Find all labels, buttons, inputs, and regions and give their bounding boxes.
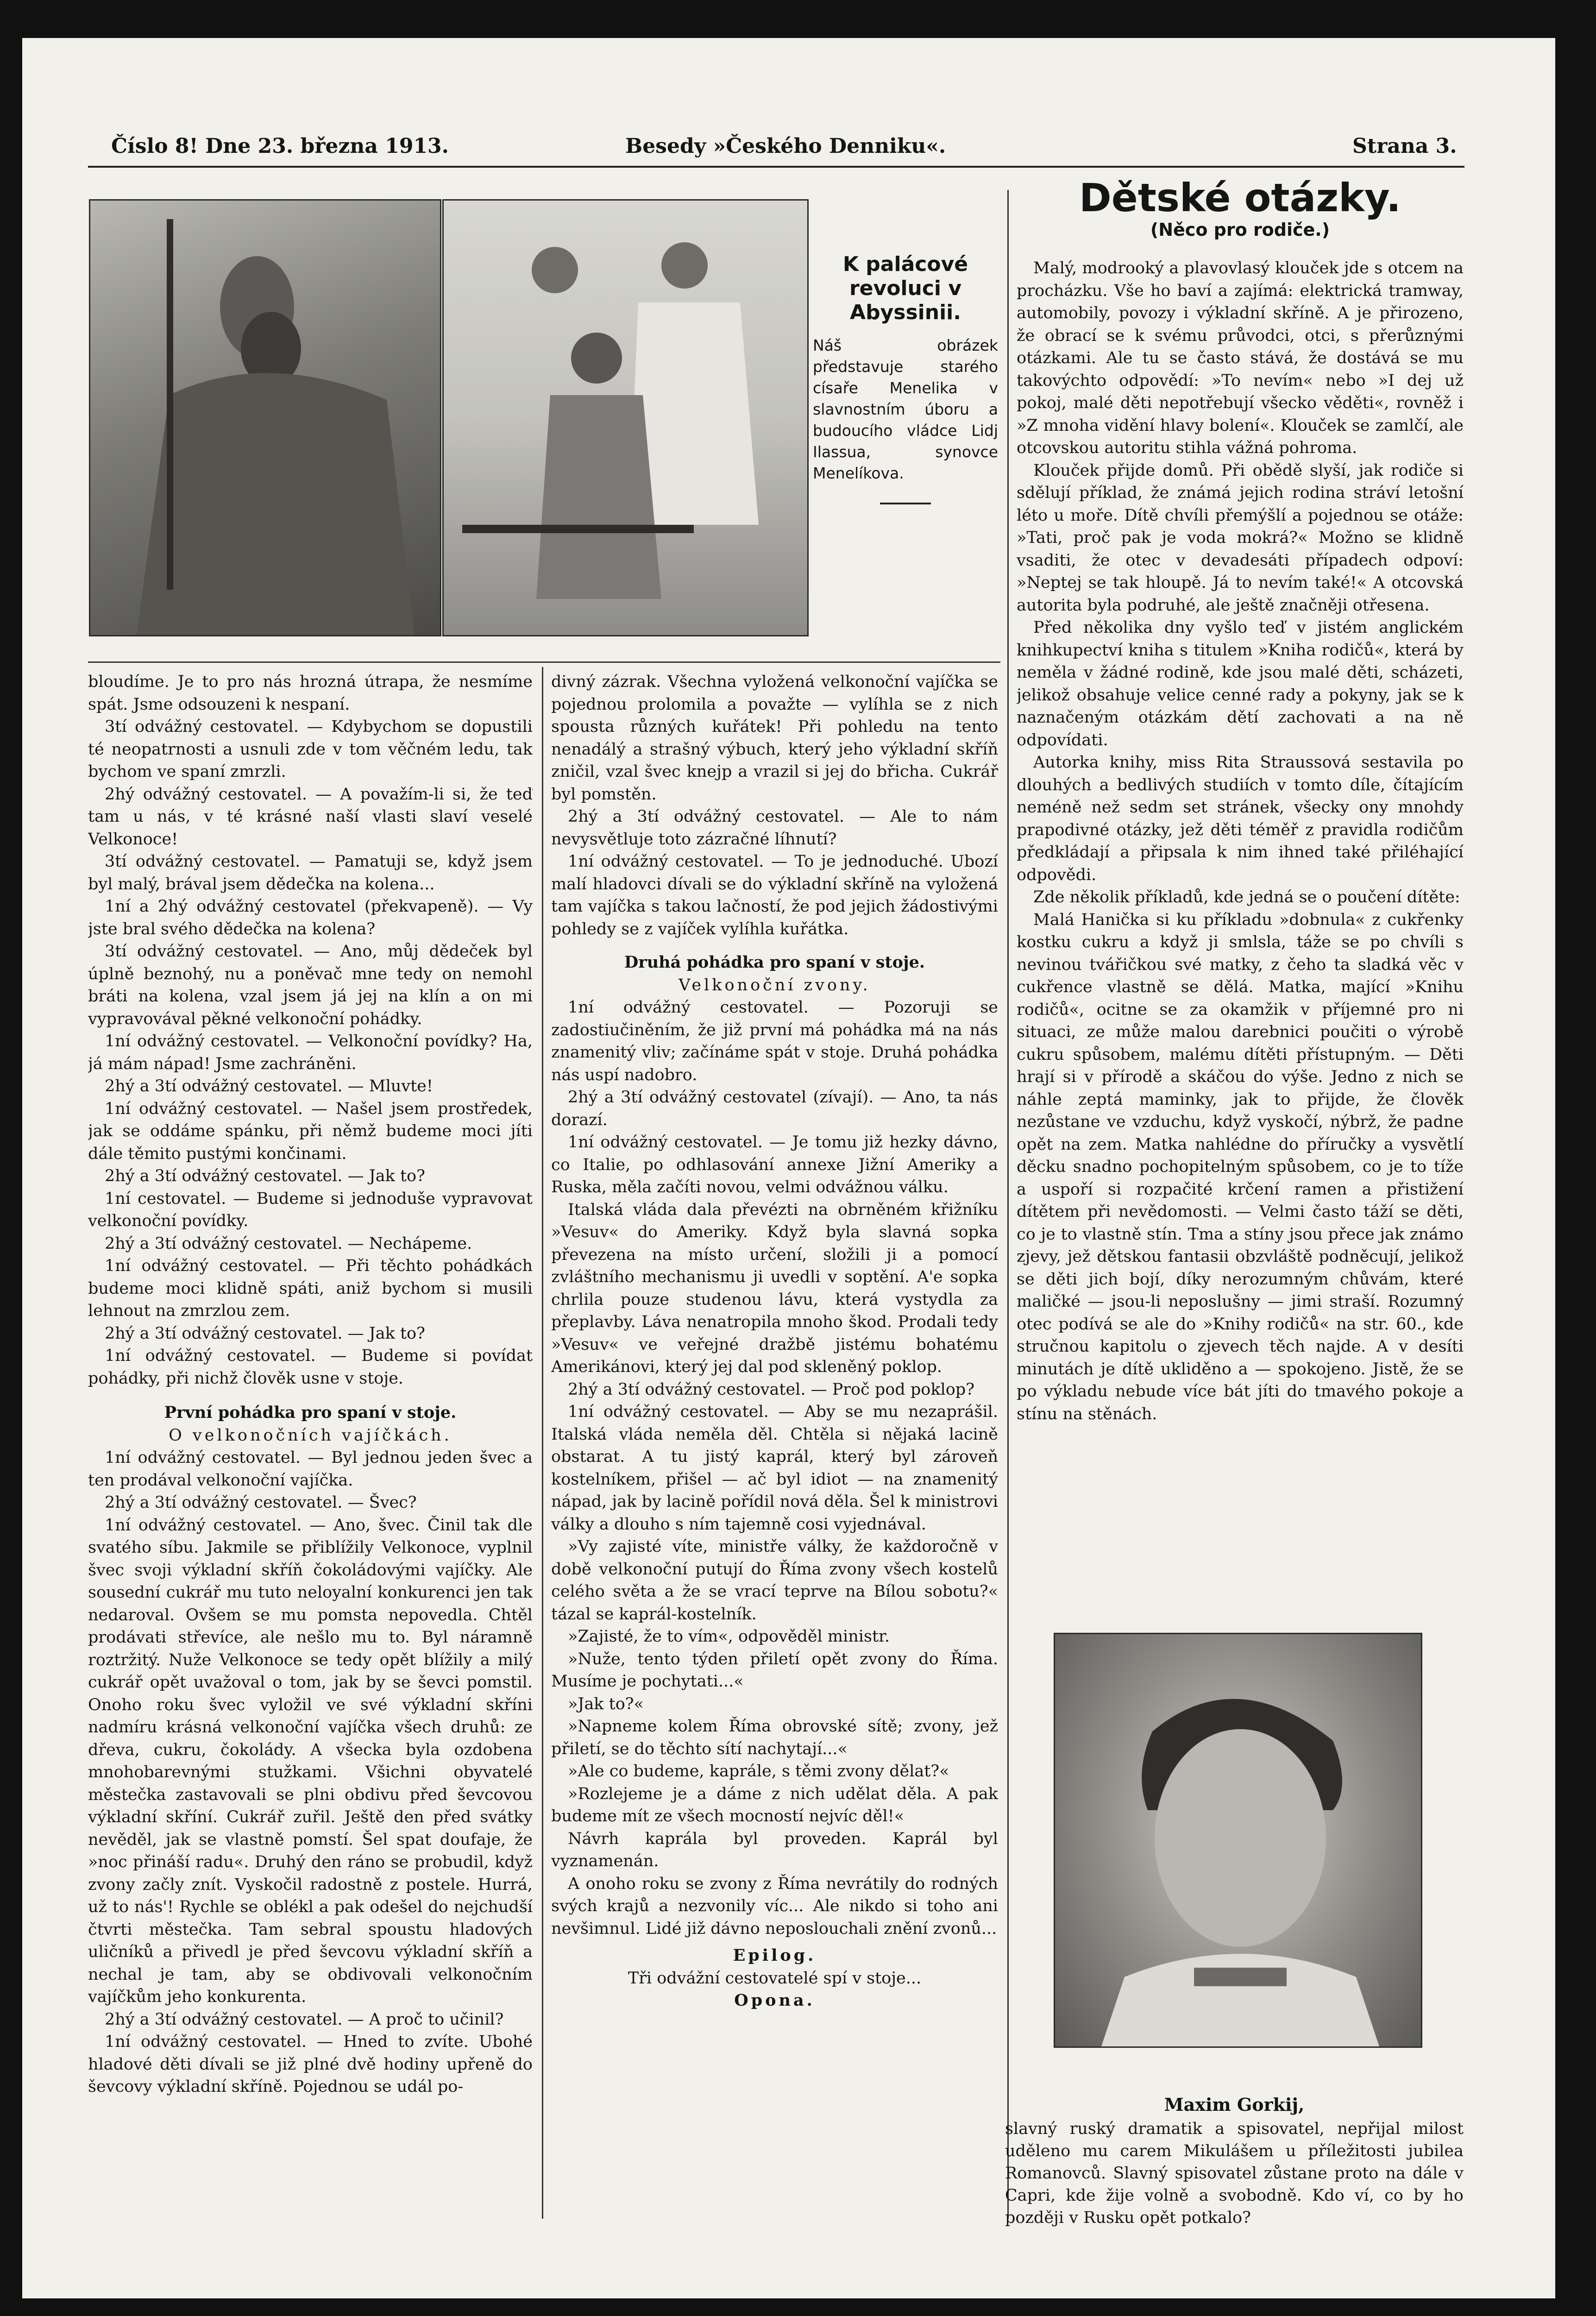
paragraph: 2hý a 3tí odvážný cestovatel. — Švec? <box>105 1493 417 1512</box>
photo-lidj-jassu <box>442 199 809 636</box>
paragraph: »Vy zajisté víte, ministře války, že každoročně v době velkonoční putují do Říma zvony všech kostelů celého světa a že se vrací teprve na Bílou sobotu?« tázal se kaprál-kostelník. <box>551 1537 998 1624</box>
paragraph: 2hý a 3tí odvážný cestovatel. — Jak to? <box>105 1324 425 1343</box>
photo-maxim-gorkij <box>1054 1633 1422 2048</box>
gorkij-name: Maxim Gorkij, <box>1164 2094 1305 2115</box>
paragraph: 1ní a 2hý odvážný cestovatel (překvapeně). — Vy jste bral svého dědečka na kolena? <box>88 897 533 938</box>
paragraph: 2hý a 3tí odvážný cestovatel. — Proč pod poklop? <box>568 1380 974 1399</box>
paragraph: bloudíme. Je to pro nás hrozná útrapa, že nesmíme spát. Jsme odsouzeni k nespaní. <box>88 673 533 714</box>
paragraph: 2hý a 3tí odvážný cestovatel. — Nechápeme. <box>105 1234 472 1253</box>
paragraph: 1ní odvážný cestovatel. — Našel jsem prostředek, jak se oddáme spánku, při němž budeme moci jíti dále těmito pustými končinami. <box>88 1099 533 1163</box>
article-title: Dětské otázky. <box>1079 175 1401 220</box>
paragraph: Návrh kaprála byl proveden. Kaprál byl vyznamenán. <box>551 1829 998 1870</box>
paragraph: 2hý a 3tí odvážný cestovatel. — A proč to učinil? <box>105 2010 504 2029</box>
column-divider-1 <box>542 667 543 2219</box>
paragraph: 1ní odvážný cestovatel. — Ano, švec. Činil tak dle svatého síbu. Jakmile se přiblížily Velkonoce, vyplnil švec svoji výkladní skříň čokoládovými vajíčky. Ale sousední cukrář mu tuto neloyalní konkurenci jen tak nedaroval. Ovšem se mu pomsta nepovedla. Chtěl prodávati střevíce, ale nešlo mu to. Byl náramně roztržitý. Nuže Velkonoce se tedy opět blížily a milý cukrář opět uvažoval o tom, jak by se ševci pomstil. Onoho roku švec vyložil ve své výkladní skříni nadmíru krásná velkonoční vajíčka všech druhů: ze dřeva, cukru, čokolády. A všecka byla ozdobena mnohobarevnými stužkami. Všichni obyvatelé městečka zastavovali se plni obdivu před ševcovou výkladní skříní. Cukrář zuřil. Ještě den před svátky nevěděl, jak se vlastně pomstí. Šel spat doufaje, že »noc přináší radu«. Druhý den ráno se probudil, když zvony začly znít. Vyskočil radostně z postele. Hurrá, už to nás'! Rychle se oblékl a pak odešel do nejchudší čtvrti městečka. Tam sebral spoustu hladových uličníků a přivedl je před ševcovu výkladní skříň a nechal je tam, aby se obdivovali velkonočním vajíčkům jeho konkurenta. <box>88 1516 533 2006</box>
story-subheading: Velkonoční zvony. <box>679 975 871 994</box>
paragraph: 1ní cestovatel. — Budeme si jednoduše vypravovat velkonoční povídky. <box>88 1189 533 1230</box>
gorkij-caption <box>1005 2094 1464 2229</box>
paragraph: 1ní odvážný cestovatel. — Při těchto pohádkách budeme moci klidně spáti, aniž bychom si musili lehnout na zmrzlou zem. <box>88 1257 533 1320</box>
column-top-rule <box>88 661 1000 663</box>
story-heading: Druhá pohádka pro spaní v stoje. <box>624 953 925 972</box>
paragraph: Malá Hanička si ku příkladu »dobnula« z cukřenky kostku cukru a když ji smlsla, táže se po chvíli s nevinou tvářičkou své matky, z čeho ta sladká věc v cukřence vlastně se dělá. Matka, mající »Knihu rodičů«, ocitne se za okamžik v příjemné pro ni situaci, ze může malou darebnici poučiti o výrobě cukru spůsobem, malému dítěti přístupným. — Děti hrají si v přírodě a skáčou do výše. Jedno z nich se náhle zeptá maminky, jak to přijde, že člověk nezůstane ve vzduchu, když vyskočí, nýbrž, že padne opět na zem. Matka nahlédne do příručky a vysvětlí děcku snadno pochopitelným spůsobem, co je to tíže a uspoří si rozpačité krčení ramen a přistižení dítětem při nevědomosti. — Velmi často táží se děti, co je to vlastně stín. Tma a stíny jsou přece jak známo zjevy, jež dětskou fantasii obzvláště podněcují, jelikož se děti jich bojí, díky nerozumným chůvám, které maličké — jsou-li neposlušny — jimi straší. Rozumný otec podívá se ale do »Knihy rodičů« na str. 60., kde stručnou kapitolu o zjevech těch najde. A v desíti minutách je dítě ukliděno a — spokojeno. Jistě, že se po výkladu nebude více bát jíti do tmavého pokoje a stínu na stěnách. <box>1017 910 1464 1423</box>
paragraph: 2hý odvážný cestovatel. — A považím-li si, že teď tam u nás, v té krásné naší vlasti slaví veselé Velkonoce! <box>88 785 533 849</box>
paragraph: »Jak to?« <box>568 1694 644 1713</box>
paragraph: 1ní odvážný cestovatel. — Budeme si povídat pohádky, při nichž člověk usne v stoje. <box>88 1347 533 1388</box>
caption-title: K palácové revoluci v Abyssinii. <box>842 252 968 324</box>
page-number: Strana 3. <box>1352 134 1457 158</box>
paragraph: Italská vláda dala převézti na obrněném křižníku »Vesuv« do Ameriky. Když byla slavná sopka převezena na místo určení, složili ji a pomocí zvláštního mechanismu ji uvedli v soptění. A'e sopka chrlila pouze studenou lávu, která vystydla za přeplavby. Láva nenatropila mnoho škod. Prodali tedy »Vesuv« ve veřejné dražbě jistému bohatému Amerikánovi, který jej dal pod skleněný poklop. <box>551 1200 998 1376</box>
issue-date: Číslo 8! Dne 23. března 1913. <box>111 134 449 158</box>
paragraph: 1ní odvážný cestovatel. — Hned to zvíte. Ubohé hladové děti dívali se již plné dvě hodiny upřeně do ševcovy výkladní skříně. Pojednou se udál po- <box>88 2033 533 2096</box>
paragraph: »Napneme kolem Říma obrovské sítě; zvony, jež přiletí, se do těchto sítí nachytají...« <box>551 1717 998 1758</box>
paragraph: Autorka knihy, miss Rita Straussová sestavila po dlouhých a bedlivých studiích v tomto díle, čítajícím neméně než sedm set stránek, všecky ony mnohdy prapodivné otázky, jež děti téměř z pravidla rodičům předkládají a připsala k nim ihned také přiléhající odpovědi. <box>1017 753 1464 884</box>
paragraph: divný zázrak. Všechna vyložená velkonoční vajíčka se pojednou prolomila a považte — vylíhla se z nich spousta různých kuřátek! Při pohledu na tento nenadálý a strašný výbuch, který jeho výkladní skříň zničil, vzal švec knejp a vrazil si jej do břicha. Cukrář byl pomstěn. <box>551 673 998 804</box>
paragraph: 3tí odvážný cestovatel. — Pamatuji se, když jsem byl malý, brával jsem dědečka na kolena... <box>88 852 533 894</box>
story-subheading: O velkonočních vajíčkách. <box>169 1426 452 1445</box>
gorkij-text: slavný ruský dramatik a spisovatel, nepřijal milost uděleno mu carem Mikulášem u příležitosti jubilea Romanovců. Slavný spisovatel zůstane proto na dále v Capri, kde žije volně a svobodně. Kdo ví, co by ho později v Rusku opět potkalo? <box>1005 2120 1464 2227</box>
paragraph: 2hý a 3tí odvážný cestovatel. — Jak to? <box>105 1167 425 1185</box>
paragraph: 1ní odvážný cestovatel. — To je jednoduché. Ubozí malí hladovci dívali se do výkladní skříně na vyložená tam vajíčka s takou lačností, že pod jejich žádostivými pohledy se z vajíček vylíhla kuřátka. <box>551 852 998 938</box>
paragraph: »Nuže, tento týden přiletí opět zvony do Říma. Musíme je pochytati...« <box>551 1649 998 1691</box>
column-1 <box>88 671 533 2218</box>
publication-title: Besedy »Českého Denniku«. <box>625 134 946 158</box>
paragraph: A onoho roku se zvony z Říma nevrátily do rodných svých krajů a nezvonily víc... Ale nikdo si toho ani nevšimnul. Lidé již dávno neposlouchali znění zvonů... <box>551 1874 998 1938</box>
column-divider-2 <box>1007 190 1009 2219</box>
caption-text: Náš obrázek představuje starého císaře Menelika v slavnostním úboru a budoucího vládce Lidj Ilassua, synovce Menelíkova. <box>813 336 998 482</box>
paragraph: 1ní odvážný cestovatel. — Aby se mu nezaprášil. Italská vláda neměla děl. Chtěla si nějaká lacině obstarat. A tu jistý kaprál, který byl zároveň kostelníkem, přišel — ač byl idiot — na znamenitý nápad, jak by lacině pořídil nová děla. Šel k ministrovi války a dlouho s ním tajemně cosi vyjednával. <box>551 1403 998 1534</box>
photo-caption <box>813 252 998 504</box>
story-heading: První pohádka pro spaní v stoje. <box>164 1403 457 1422</box>
paragraph: Zde několik příkladů, kde jedná se o poučení dítěte: <box>1033 888 1460 906</box>
paragraph: 3tí odvážný cestovatel. — Kdybychom se dopustili té neopatrnosti a usnuli zde v tom věčném ledu, tak bychom ve spaní zmrzli. <box>88 717 533 781</box>
column-2 <box>551 671 998 2218</box>
paragraph: 1ní odvážný cestovatel. — Je tomu již hezky dávno, co Italie, po odhlasování annexe Jižní Ameriky a Ruska, měla začíti novou, velmi odvážnou válku. <box>551 1133 998 1196</box>
paragraph: Malý, modrooký a plavovlasý klouček jde s otcem na procházku. Vše ho baví a zajímá: elektrická tramway, automobily, povozy i výkladní skříně. A je přirozeno, že obrací se k svému průvodci, otci, s přerůznými otázkami. Ale tu se často stává, že dostává se mu takovýchto odpovědí: »To nevím« nebo »I dej už pokoj, malé děti nepotřebují všecko věděti«, rovněž i »Z mnoha vidění hlavy bolení«. Klouček se zamlčí, ale otcovskou autoritu stihla vážná pohroma. <box>1017 259 1464 457</box>
epilog-text: Tři odvážní cestovatelé spí v stoje... <box>628 1969 922 1988</box>
header-rule <box>88 166 1464 168</box>
paragraph: 1ní odvážný cestovatel. — Byl jednou jeden švec a ten prodával velkonoční vajíčka. <box>88 1448 533 1490</box>
paragraph: »Rozlejeme je a dáme z nich udělat děla. A pak budeme mít ze všech mocností nejvíc děl!« <box>551 1784 998 1825</box>
paragraph: 1ní odvážný cestovatel. — Pozoruji se zadostiučiněním, že již první má pohádka má na nás znamenitý vliv; začínáme spát v stoje. Druhá pohádka nás uspí nadobro. <box>551 998 998 1084</box>
paragraph: 1ní odvážný cestovatel. — Velkonoční povídky? Ha, já mám nápad! Jsme zachráněni. <box>88 1032 533 1073</box>
caption-divider <box>880 503 931 504</box>
photo-menelik <box>89 199 441 636</box>
paragraph: »Ale co budeme, kaprále, s těmi zvony dělat?« <box>568 1762 949 1781</box>
curtain-text: Opona. <box>734 1991 815 2010</box>
paragraph: 2hý a 3tí odvážný cestovatel. — Mluvte! <box>105 1077 433 1095</box>
epilog-heading: Epilog. <box>733 1946 817 1965</box>
paragraph: 3tí odvážný cestovatel. — Ano, můj dědeček byl úplně beznohý, nu a poněvač mne tedy on nemohl bráti na kolena, vzal jsem já jej na klín a on mi vypravovával pěkné velkonoční pohádky. <box>88 942 533 1028</box>
column-3 <box>1017 257 1464 1637</box>
paragraph: Před několika dny vyšlo teď v jistém anglickém knihkupectví kniha s titulem »Kniha rodičů«, která by neměla v žádné rodině, kde jsou malé děti, scházeti, jelikož obsahuje velice cenné rady a pokyny, jak se k naznačeným otázkám dětí zachovati a na ně odpovídati. <box>1017 618 1464 749</box>
paragraph: 2hý a 3tí odvážný cestovatel (zívají). — Ano, ta nás dorazí. <box>551 1088 998 1129</box>
article-subtitle: (Něco pro rodiče.) <box>1150 220 1330 240</box>
paragraph: 2hý a 3tí odvážný cestovatel. — Ale to nám nevysvětluje toto zázračné líhnutí? <box>551 807 998 849</box>
paragraph: »Zajisté, že to vím«, odpověděl ministr. <box>568 1627 890 1646</box>
paragraph: Klouček přijde domů. Při obědě slyší, jak rodiče si sdělují příklad, že známá jejich rodina stráví letošní léto u moře. Dítě chvíli přemýšlí a pojednou se otáže: »Tati, proč pak je voda mokrá?« Možno se klidně vsaditi, že otec v devadesáti případech odpoví: »Neptej se tak hloupě. Já to nevím také!« A otcovská autorita byla podruhé, ale ještě značněji otřesena. <box>1017 461 1464 615</box>
